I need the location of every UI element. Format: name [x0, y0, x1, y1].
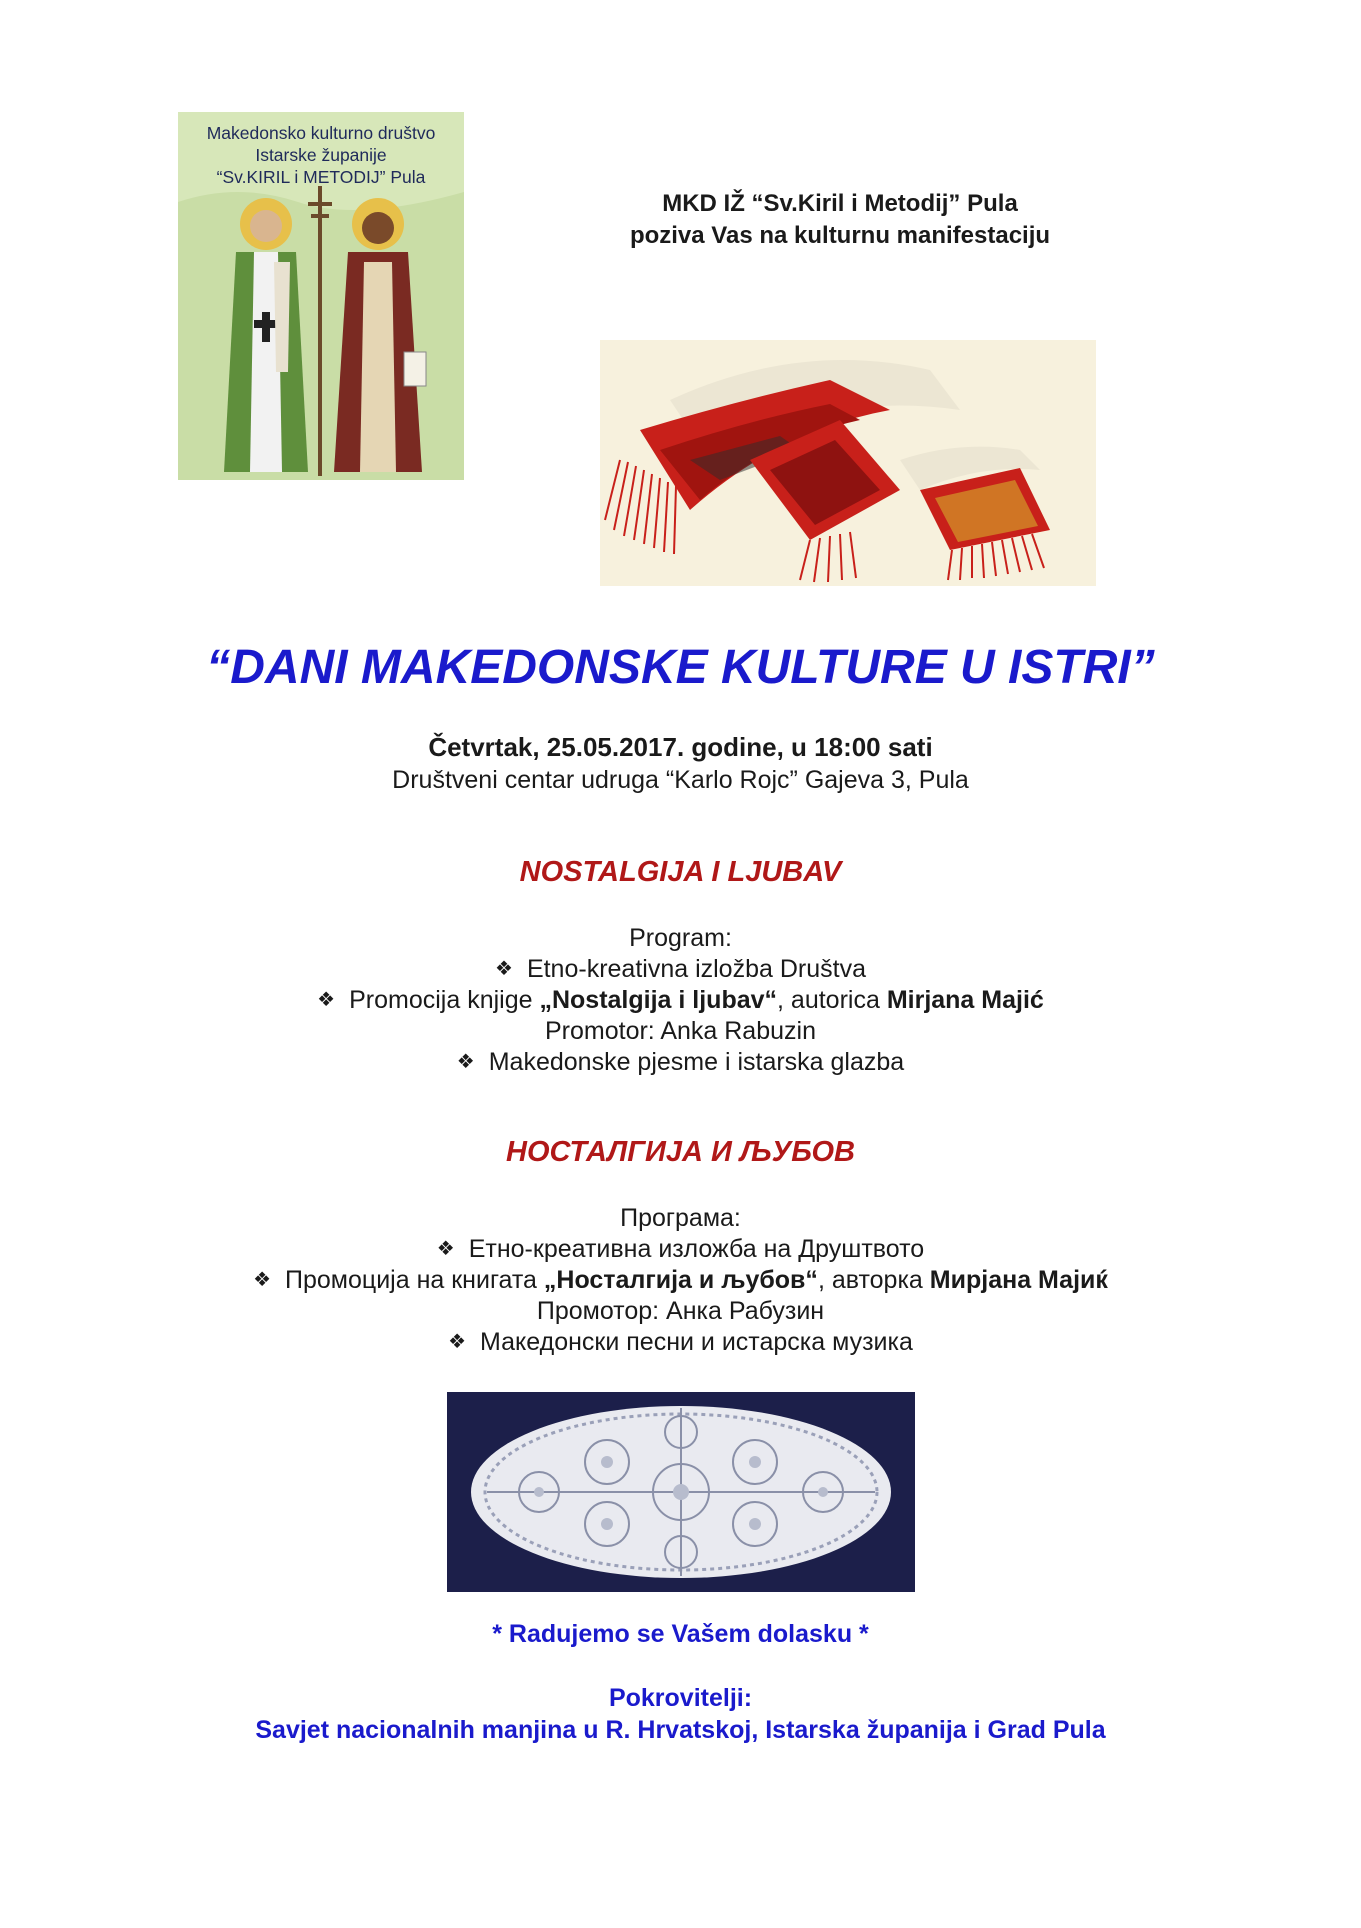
book-title: „Носталгија и љубов“	[543, 1266, 818, 1294]
program-item-text: Македонски песни и истарска музика	[480, 1328, 913, 1356]
section-title-hr: NOSTALGIJA I LJUBAV	[519, 856, 842, 888]
bullet-icon: ❖	[436, 1238, 455, 1260]
section-title-mk: НОСТАЛГИЈА И ЉУБОВ	[506, 1136, 855, 1168]
logo-line-2: Istarske županije	[255, 145, 387, 165]
event-venue: Društveni centar udruga “Karlo Rojc” Gajeva 3, Pula	[392, 766, 969, 794]
logo-line-1: Makedonsko kulturno društvo	[206, 123, 436, 143]
embroidered-towel-image	[600, 340, 1096, 586]
logo-caption	[178, 122, 464, 188]
bullet-icon: ❖	[495, 958, 513, 980]
program-item-hr-3	[0, 1048, 1361, 1077]
program-item-text: Makedonske pjesme i istarska glazba	[488, 1048, 905, 1076]
sponsors-list: Savjet nacionalnih manjina u R. Hrvatskoj, Istarska županija i Grad Pula	[255, 1716, 1106, 1744]
lace-doily-image	[447, 1392, 915, 1592]
program-item-text: , autorica	[777, 986, 887, 1014]
invite-line-2: poziva Vas na kulturnu manifestaciju	[629, 222, 1051, 249]
bullet-icon: ❖	[456, 1051, 475, 1073]
promotor-mk: Промотор: Анка Рабузин	[536, 1297, 825, 1325]
sponsors-label: Pokrovitelji:	[608, 1684, 753, 1712]
program-label-mk: Програма:	[620, 1204, 741, 1232]
embroidery-icon	[600, 340, 1096, 586]
program-item-mk-1	[0, 1235, 1361, 1264]
book-title: „Nostalgija i ljubav“	[539, 986, 778, 1014]
invitation-heading	[560, 188, 1120, 252]
event-date: Četvrtak, 25.05.2017. godine, u 18:00 sati	[428, 732, 933, 762]
bullet-icon: ❖	[317, 989, 336, 1011]
invite-line-1: MKD IŽ “Sv.Kiril i Metodij” Pula	[662, 190, 1018, 217]
bullet-icon: ❖	[253, 1269, 272, 1291]
program-item-text: Promocija knjige	[349, 986, 540, 1014]
event-title: “DANI MAKEDONSKE KULTURE U ISTRI”	[206, 641, 1155, 694]
closing-text: * Radujemo se Vašem dolasku *	[492, 1620, 869, 1648]
program-item-text: Етно-креативна изложба на Друштвото	[468, 1235, 925, 1263]
society-logo	[178, 112, 464, 480]
program-label-hr: Program:	[629, 924, 732, 952]
author-name: Мирјана Мајиќ	[929, 1266, 1108, 1294]
program-item-text: , авторка	[817, 1266, 930, 1294]
lace-icon	[447, 1392, 915, 1592]
program-item-text: Промоција на книгата	[285, 1266, 544, 1294]
logo-line-3: “Sv.KIRIL i METODIJ” Pula	[216, 167, 426, 187]
program-item-text: Etno-kreativna izložba Društva	[526, 955, 866, 983]
author-name: Mirjana Majić	[886, 986, 1044, 1014]
bullet-icon: ❖	[448, 1331, 467, 1353]
program-item-mk-3	[0, 1328, 1361, 1357]
promotor-hr: Promotor: Anka Rabuzin	[545, 1017, 816, 1045]
program-item-hr-2	[0, 986, 1361, 1015]
program-item-hr-1	[0, 955, 1361, 984]
program-item-mk-2	[0, 1266, 1361, 1295]
